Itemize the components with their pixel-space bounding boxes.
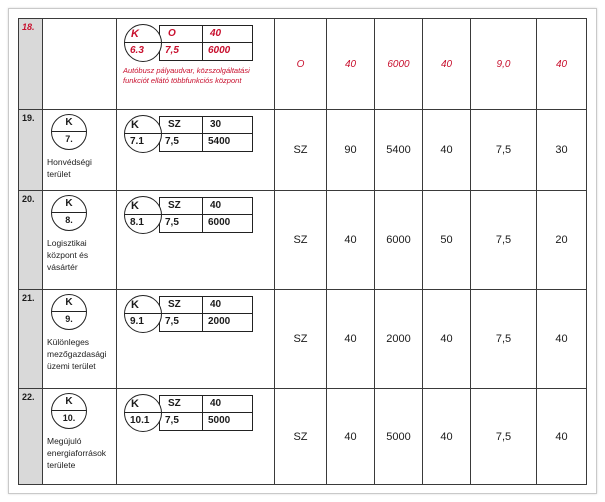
- max-coverage: 40: [210, 398, 222, 409]
- max-height: 7,5: [165, 45, 179, 56]
- max-coverage: 30: [210, 119, 222, 130]
- regulation-symbol: [124, 115, 162, 153]
- building-mode-value: SZ: [275, 191, 327, 290]
- building-mode: O: [168, 28, 176, 39]
- zone-cell-empty: [43, 19, 117, 110]
- regulation-code: 7.1: [130, 136, 144, 147]
- zone-symbol: [51, 393, 87, 429]
- regulation-letter: K: [131, 299, 139, 311]
- height-value: 7,5: [471, 191, 537, 290]
- table-row: [19, 19, 587, 110]
- regulation-code: 8.1: [130, 217, 144, 228]
- zone-cell: [43, 290, 117, 389]
- height-value: 9,0: [471, 19, 537, 110]
- plot-size-value: 6000: [375, 19, 423, 110]
- regulation-box: [159, 296, 253, 332]
- min-plot-size: 5400: [208, 136, 231, 147]
- floor-area-value: 20: [537, 191, 587, 290]
- floor-area-value: 40: [537, 290, 587, 389]
- plot-size-value: 5000: [375, 389, 423, 485]
- regulation-box: [159, 395, 253, 431]
- floor-area-value: 40: [537, 389, 587, 485]
- coverage-value: 40: [327, 19, 375, 110]
- zone-letter: K: [65, 396, 73, 407]
- regulation-letter: K: [131, 28, 139, 40]
- zone-label: Megújuló energiaforrások területe: [47, 436, 107, 470]
- plot-size-value: 5400: [375, 110, 423, 191]
- coverage-value: 90: [327, 110, 375, 191]
- building-mode: SZ: [168, 119, 181, 130]
- green-area-value: 40: [423, 389, 471, 485]
- min-plot-size: 5000: [208, 415, 231, 426]
- max-coverage: 40: [210, 28, 222, 39]
- regulation-symbol: [124, 196, 162, 234]
- zone-number: 7.: [65, 134, 73, 144]
- min-plot-size: 6000: [208, 217, 231, 228]
- zone-symbol: [51, 294, 87, 330]
- row-number: 21.: [19, 290, 43, 389]
- row-number: 22.: [19, 389, 43, 485]
- floor-area-value: 30: [537, 110, 587, 191]
- regulation-symbol: [124, 394, 162, 432]
- building-mode: SZ: [168, 200, 181, 211]
- zone-number: 8.: [65, 215, 73, 225]
- height-value: 7,5: [471, 290, 537, 389]
- regulation-letter: K: [131, 119, 139, 131]
- max-coverage: 40: [210, 200, 222, 211]
- regulation-letter: K: [131, 200, 139, 212]
- floor-area-value: 40: [537, 19, 587, 110]
- zone-letter: K: [65, 297, 73, 308]
- green-area-value: 40: [423, 110, 471, 191]
- green-area-value: 40: [423, 290, 471, 389]
- table-row: [19, 389, 587, 485]
- row-number: 18.: [19, 19, 43, 110]
- min-plot-size: 6000: [208, 45, 231, 56]
- regulation-box: [159, 116, 253, 152]
- building-mode-value: O: [275, 19, 327, 110]
- height-value: 7,5: [471, 110, 537, 191]
- green-area-value: 50: [423, 191, 471, 290]
- zone-cell: [43, 110, 117, 191]
- zone-number: 10.: [62, 413, 76, 423]
- building-mode-value: SZ: [275, 110, 327, 191]
- regulation-note: Autóbusz pályaudvar, közszolgáltatási funkciót ellátó többfunkciós központ: [123, 66, 250, 85]
- max-height: 7,5: [165, 415, 179, 426]
- zoning-table: [18, 18, 587, 485]
- coverage-value: 40: [327, 191, 375, 290]
- regulation-cell: [117, 191, 275, 290]
- plot-size-value: 2000: [375, 290, 423, 389]
- building-mode-value: SZ: [275, 290, 327, 389]
- regulation-code: 10.1: [130, 415, 150, 426]
- regulation-box: [159, 25, 253, 61]
- zone-symbol: [51, 195, 87, 231]
- coverage-value: 40: [327, 290, 375, 389]
- zone-letter: K: [65, 117, 73, 128]
- regulation-cell: [117, 19, 275, 110]
- regulation-symbol: [124, 295, 162, 333]
- row-number: 19.: [19, 110, 43, 191]
- zone-number: 9.: [65, 314, 73, 324]
- coverage-value: 40: [327, 389, 375, 485]
- row-number: 20.: [19, 191, 43, 290]
- table-row: [19, 191, 587, 290]
- zone-symbol: [51, 114, 87, 150]
- max-coverage: 40: [210, 299, 222, 310]
- table-row: [19, 110, 587, 191]
- green-area-value: 40: [423, 19, 471, 110]
- regulation-code: 9.1: [130, 316, 144, 327]
- regulation-cell: [117, 389, 275, 485]
- zone-label: Logisztikai központ és vásártér: [47, 238, 89, 272]
- zone-label: Különleges mezőgazdasági üzemi terület: [47, 337, 107, 371]
- regulation-letter: K: [131, 398, 139, 410]
- table-row: [19, 290, 587, 389]
- regulation-symbol: [124, 24, 162, 62]
- zone-cell: [43, 191, 117, 290]
- zone-letter: K: [65, 198, 73, 209]
- min-plot-size: 2000: [208, 316, 231, 327]
- max-height: 7,5: [165, 316, 179, 327]
- height-value: 7,5: [471, 389, 537, 485]
- max-height: 7,5: [165, 217, 179, 228]
- building-mode: SZ: [168, 299, 181, 310]
- regulation-cell: [117, 110, 275, 191]
- building-mode: SZ: [168, 398, 181, 409]
- zone-label: Honvédségi terület: [47, 157, 92, 179]
- building-mode-value: SZ: [275, 389, 327, 485]
- regulation-cell: [117, 290, 275, 389]
- regulation-box: [159, 197, 253, 233]
- plot-size-value: 6000: [375, 191, 423, 290]
- regulation-code: 6.3: [130, 45, 144, 56]
- max-height: 7,5: [165, 136, 179, 147]
- zone-cell: [43, 389, 117, 485]
